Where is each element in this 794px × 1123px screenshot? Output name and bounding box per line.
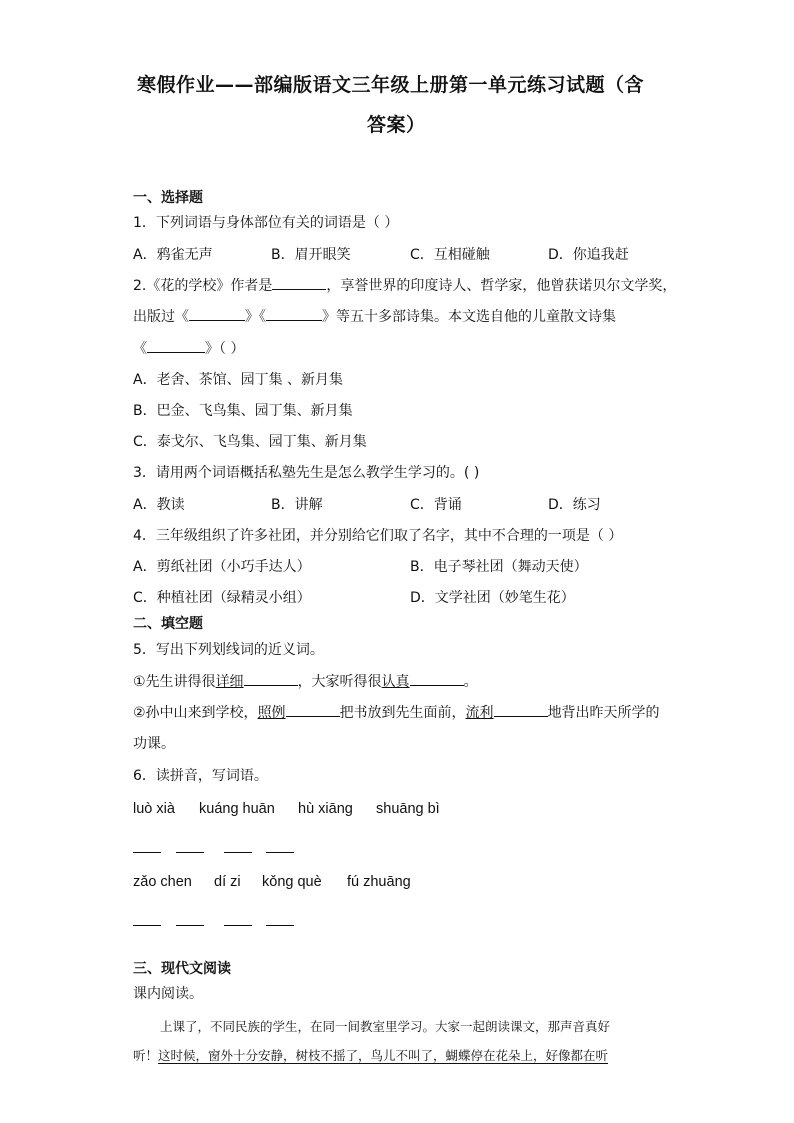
q2-text-3: 出版过《 bbox=[133, 309, 189, 325]
q4-option-b: B．电子琴社团（舞动天使） bbox=[410, 559, 588, 575]
answer-line-1[interactable] bbox=[133, 852, 161, 853]
q2-blank-book2[interactable] bbox=[266, 306, 322, 321]
q2-text-4: 》《 bbox=[245, 309, 266, 325]
reading-intro: 课内阅读。 bbox=[133, 986, 203, 1002]
answer-line-3[interactable] bbox=[224, 852, 252, 853]
answer-line-8[interactable] bbox=[266, 925, 294, 926]
q5-blank-4[interactable] bbox=[494, 702, 548, 717]
page-title: 寒假作业——部编版语文三年级上册第一单元练习试题（含 bbox=[137, 74, 645, 96]
q1-option-c: C．互相碰触 bbox=[410, 247, 490, 263]
passage-text: 听！ bbox=[133, 1048, 159, 1063]
q5-text-3: 。 bbox=[463, 674, 478, 690]
q2-text-7: 》（ ） bbox=[205, 341, 245, 357]
q5-underlined-word-1: 详细 bbox=[215, 674, 244, 690]
q2-blank-book1[interactable] bbox=[189, 306, 245, 321]
q2-line1 bbox=[133, 275, 676, 295]
q5-underlined-word-4: 流利 bbox=[465, 705, 494, 721]
pinyin-5: zǎo chen bbox=[133, 874, 192, 890]
q1-stem: 1．下列词语与身体部位有关的词语是（ ） bbox=[133, 215, 399, 231]
q5-stem: 5．写出下列划线词的近义词。 bbox=[133, 642, 324, 658]
pinyin-4: shuāng bì bbox=[376, 801, 440, 817]
q2-blank-book3[interactable] bbox=[147, 338, 205, 353]
q3-stem: 3．请用两个词语概括私塾先生是怎么教学生学习的。( ) bbox=[133, 465, 480, 481]
q3-option-c: C．背诵 bbox=[410, 497, 462, 513]
pinyin-3: hù xiāng bbox=[298, 801, 353, 817]
q2-blank-author[interactable] bbox=[272, 275, 326, 290]
q2-line3 bbox=[133, 338, 244, 358]
q5-blank-2[interactable] bbox=[410, 671, 464, 686]
q2-text-6: 《 bbox=[133, 341, 147, 357]
q4-option-d: D．文学社团（妙笔生花） bbox=[410, 590, 575, 606]
answer-line-2[interactable] bbox=[176, 852, 204, 853]
q2-text-2: ，享誉世界的印度诗人、哲学家，他曾获诺贝尔文学奖， bbox=[326, 278, 677, 294]
pinyin-6: dí zi bbox=[214, 874, 241, 890]
q1-option-b: B．眉开眼笑 bbox=[271, 247, 351, 263]
q5-underlined-word-3: 照例 bbox=[257, 705, 286, 721]
q2-option-b: B．巴金、飞鸟集、园丁集、新月集 bbox=[133, 403, 353, 419]
section-heading-fill: 二、填空题 bbox=[133, 616, 203, 632]
q5-blank-3[interactable] bbox=[286, 702, 340, 717]
q4-option-a: A．剪纸社团（小巧手达人） bbox=[133, 559, 311, 575]
q2-line2 bbox=[133, 306, 616, 326]
q2-option-c: C．泰戈尔、飞鸟集、园丁集、新月集 bbox=[133, 434, 367, 450]
q5-line1 bbox=[133, 671, 478, 691]
q5-text-1: ①先生讲得很 bbox=[133, 674, 216, 690]
q5-blank-1[interactable] bbox=[244, 671, 298, 686]
q3-option-b: B．讲解 bbox=[271, 497, 323, 513]
q5-text-4: ②孙中山来到学校， bbox=[133, 705, 258, 721]
q5-text-6: 地背出昨天所学的 bbox=[547, 705, 660, 721]
section-heading-reading: 三、现代文阅读 bbox=[133, 961, 231, 977]
passage-underlined-sentence: 这时候，窗外十分安静，树枝不摇了，鸟儿不叫了，蝴蝶停在花朵上，好像都在听 bbox=[158, 1048, 609, 1063]
pinyin-8: fú zhuāng bbox=[347, 874, 411, 890]
answer-line-5[interactable] bbox=[133, 925, 161, 926]
q3-option-d: D．练习 bbox=[548, 497, 601, 513]
passage-line-1: 上课了，不同民族的学生，在同一间教室里学习。大家一起朗读课文，那声音真好 bbox=[160, 1019, 611, 1034]
q5-text-2: ，大家听得很 bbox=[297, 674, 382, 690]
answer-line-4[interactable] bbox=[266, 852, 294, 853]
q1-option-d: D．你追我赶 bbox=[548, 247, 629, 263]
q5-text-5: 把书放到先生面前， bbox=[339, 705, 466, 721]
section-heading-choice: 一、选择题 bbox=[133, 190, 203, 206]
q6-stem: 6．读拼音，写词语。 bbox=[133, 768, 268, 784]
pinyin-7: kǒng què bbox=[262, 874, 322, 890]
q2-text-1: 2.《花的学校》作者是 bbox=[133, 278, 273, 294]
answer-line-7[interactable] bbox=[224, 925, 252, 926]
q5-line2 bbox=[133, 702, 660, 722]
pinyin-2: kuáng huān bbox=[199, 801, 275, 817]
q2-text-5: 》等五十多部诗集。本文选自他的儿童散文诗集 bbox=[322, 309, 616, 325]
answer-line-6[interactable] bbox=[176, 925, 204, 926]
passage-line-2 bbox=[133, 1046, 608, 1064]
q5-line3: 功课。 bbox=[133, 736, 175, 752]
q3-option-a: A．教读 bbox=[133, 497, 185, 513]
q2-option-a: A．老舍、茶馆、园丁集 、新月集 bbox=[133, 372, 344, 388]
page-title-cont: 答案） bbox=[367, 114, 426, 136]
pinyin-1: luò xià bbox=[133, 801, 175, 817]
q1-option-a: A．鸦雀无声 bbox=[133, 247, 213, 263]
q4-stem: 4．三年级组织了许多社团，并分别给它们取了名字，其中不合理的一项是（ ） bbox=[133, 528, 623, 544]
q4-option-c: C．种植社团（绿精灵小组） bbox=[133, 590, 311, 606]
q5-underlined-word-2: 认真 bbox=[381, 674, 410, 690]
